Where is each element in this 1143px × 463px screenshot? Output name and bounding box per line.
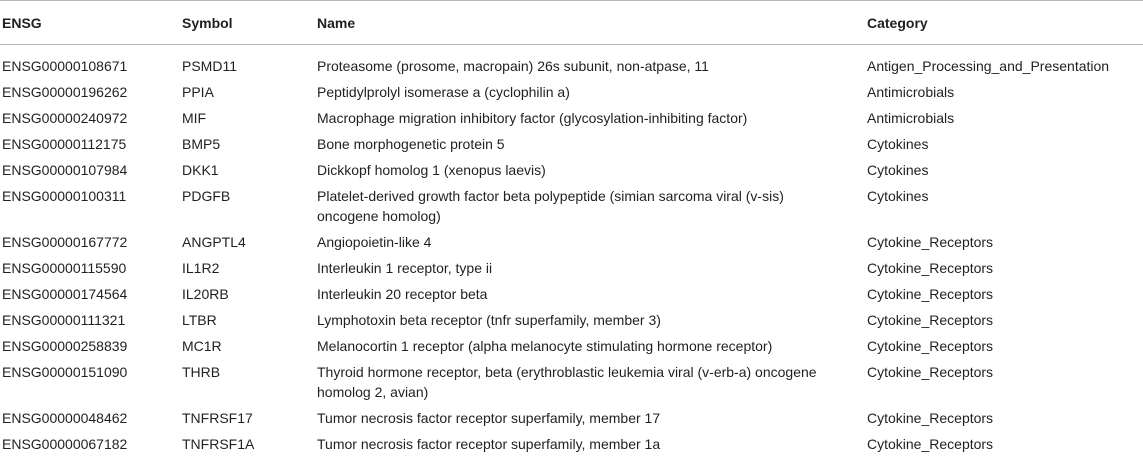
cell-category: Cytokines [867, 162, 929, 178]
cell-ensg: ENSG00000258839 [2, 338, 128, 354]
cell-symbol: MC1R [182, 338, 222, 354]
table-row [0, 406, 1143, 432]
cell-name: Melanocortin 1 receptor (alpha melanocyte stimulating hormone receptor) [317, 338, 773, 354]
cell-symbol: BMP5 [182, 136, 221, 152]
table-row [0, 334, 1143, 360]
cell-symbol: PDGFB [182, 188, 231, 204]
cell-name: Proteasome (prosome, macropain) 26s subunit, non-atpase, 11 [317, 58, 709, 74]
cell-symbol: LTBR [182, 312, 217, 328]
cell-ensg: ENSG00000100311 [2, 188, 127, 204]
cell-symbol: PSMD11 [182, 58, 237, 74]
cell-category: Cytokine_Receptors [867, 338, 994, 354]
cell-name: Bone morphogenetic protein 5 [317, 136, 505, 152]
table-row [0, 230, 1143, 256]
table-body [0, 45, 1143, 459]
table-row [0, 308, 1143, 334]
cell-name: Angiopoietin-like 4 [317, 234, 432, 250]
cell-symbol: DKK1 [182, 162, 219, 178]
header-ensg: ENSG [2, 14, 42, 31]
cell-name: Interleukin 1 receptor, type ii [317, 260, 493, 276]
cell-ensg: ENSG00000111321 [2, 312, 126, 328]
cell-category: Cytokines [867, 136, 929, 152]
cell-ensg: ENSG00000196262 [2, 84, 128, 100]
header-symbol: Symbol [182, 14, 233, 31]
cell-category: Cytokine_Receptors [867, 234, 994, 250]
cell-ensg: ENSG00000174564 [2, 286, 128, 302]
cell-ensg: ENSG00000048462 [2, 410, 128, 426]
cell-ensg: ENSG00000112175 [2, 136, 127, 152]
cell-ensg: ENSG00000151090 [2, 364, 128, 380]
cell-symbol: TNFRSF17 [182, 410, 253, 426]
cell-ensg: ENSG00000108671 [2, 58, 128, 74]
cell-ensg: ENSG00000067182 [2, 436, 128, 452]
table-row [0, 432, 1143, 458]
cell-ensg: ENSG00000115590 [2, 260, 127, 276]
table-row [0, 184, 1143, 230]
cell-name: Lymphotoxin beta receptor (tnfr superfamily, member 3) [317, 312, 661, 328]
cell-symbol: PPIA [182, 84, 214, 100]
cell-name: Thyroid hormone receptor, beta (erythroblastic leukemia viral (v-erb-a) oncogene homolog 2, avian) [317, 364, 817, 400]
cell-category: Cytokine_Receptors [867, 286, 994, 302]
header-name: Name [317, 14, 356, 31]
cell-name: Tumor necrosis factor receptor superfamily, member 1a [317, 436, 661, 452]
table-row [0, 132, 1143, 158]
header-row [0, 1, 1143, 45]
cell-symbol: IL1R2 [182, 260, 220, 276]
cell-category: Cytokine_Receptors [867, 312, 994, 328]
cell-category: Cytokine_Receptors [867, 260, 994, 276]
cell-name: Interleukin 20 receptor beta [317, 286, 488, 302]
table-row [0, 282, 1143, 308]
cell-category: Cytokine_Receptors [867, 436, 994, 452]
cell-category: Cytokines [867, 188, 929, 204]
table-row [0, 80, 1143, 106]
cell-category: Cytokine_Receptors [867, 364, 994, 380]
cell-category: Antigen_Processing_and_Presentation [867, 58, 1110, 74]
cell-ensg: ENSG00000240972 [2, 110, 128, 126]
table-row [0, 256, 1143, 282]
cell-name: Platelet-derived growth factor beta polypeptide (simian sarcoma viral (v-sis) oncogene homolog) [317, 188, 784, 224]
table-row [0, 158, 1143, 184]
cell-name: Dickkopf homolog 1 (xenopus laevis) [317, 162, 546, 178]
header-category: Category [867, 14, 928, 31]
cell-symbol: THRB [182, 364, 221, 380]
cell-category: Antimicrobials [867, 84, 955, 100]
cell-ensg: ENSG00000167772 [2, 234, 128, 250]
cell-symbol: IL20RB [182, 286, 229, 302]
cell-symbol: TNFRSF1A [182, 436, 255, 452]
cell-symbol: MIF [182, 110, 207, 126]
table-row [0, 45, 1143, 81]
cell-ensg: ENSG00000107984 [2, 162, 128, 178]
cell-name: Tumor necrosis factor receptor superfamily, member 17 [317, 410, 661, 426]
table-row [0, 360, 1143, 406]
cell-name: Macrophage migration inhibitory factor (glycosylation-inhibiting factor) [317, 110, 748, 126]
cell-name: Peptidylprolyl isomerase a (cyclophilin a) [317, 84, 570, 100]
cell-symbol: ANGPTL4 [182, 234, 246, 250]
cell-category: Antimicrobials [867, 110, 955, 126]
table-row [0, 106, 1143, 132]
table-header [0, 1, 1143, 45]
cell-category: Cytokine_Receptors [867, 410, 994, 426]
